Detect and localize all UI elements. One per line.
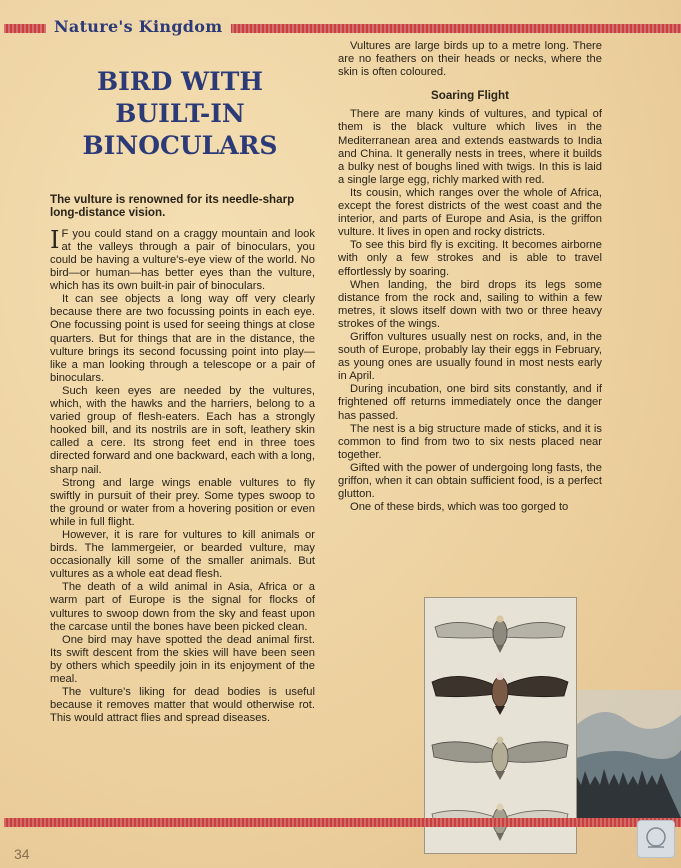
intro-paragraph: Vultures are large birds up to a metre long. There are no feathers on their heads or necks, where the skin is often coloured. [338, 40, 602, 79]
body-paragraph: One bird may have spotted the dead animal first. Its swift descent from the skies will have been seen by others which speedily join in its enjoyment of the meal. [50, 633, 315, 685]
right-column [338, 40, 602, 514]
vulture-flight-1 [435, 616, 565, 654]
first-paragraph [50, 225, 315, 293]
body-paragraph: One of these birds, which was too gorged to [350, 501, 569, 514]
section-title: Nature's Kingdom [46, 17, 231, 36]
vulture-illustration [424, 597, 577, 854]
subheading: Soaring Flight [431, 89, 509, 103]
footer-band [4, 818, 681, 827]
headline-line-1: BIRD WITH [97, 67, 263, 96]
vulture-flight-2 [432, 672, 568, 715]
vulture-flight-3 [432, 737, 568, 781]
headline-line-3: BINOCULARS [82, 131, 278, 160]
body-paragraph: When landing, the bird drops its legs some distance from the rock and, sailing to within a few metres, it slows itself down with two or three heavy strokes of the wings. [338, 278, 602, 330]
body-paragraph: Griffon vultures usually nest on rocks, and, in the south of Europe, probably lay their eggs in February, as young ones are usually found in most nests early in April. [338, 330, 602, 383]
headline-line-2: BUILT-IN [115, 99, 245, 128]
page-number: 34 [14, 846, 30, 862]
body-paragraph: Gifted with the power of undergoing long fasts, the griffon, when it can obtain sufficient food, is a perfect glutton. [338, 461, 602, 501]
body-paragraph: The vulture's liking for dead bodies is useful because it removes matter that would otherwise rot. This would attract flies and spread diseases. [50, 686, 315, 725]
left-column [50, 193, 315, 725]
drop-cap: I [50, 225, 60, 254]
lead-paragraph: The vulture is renowned for its needle-sharp long-distance vision. [50, 193, 295, 220]
body-paragraph: Such keen eyes are needed by the vultures, which, with the hawks and the harriers, belong to a varied group of flesh-eaters. Each has a strongly hooked bill, and its nostrils are in soft, leathery skin called a cere. Its strong feet end in three toes directed forward and one backward, each with a long, sharp nail. [50, 384, 315, 476]
body-paragraph: The nest is a big structure made of sticks, and it is common to find from two to six nests placed near together. [338, 422, 602, 461]
body-paragraph: The death of a wild animal in Asia, Africa or a warm part of Europe is the signal for flocks of vultures to swoop down from the sky and feast upon the carcase until the bones have been picked clean. [50, 581, 315, 633]
body-paragraph: It can see objects a long way off very clearly because there are two focussing points in each eye. One focussing point is used for seeing things at close quarters. But for things that are in the distance, the vulture brings its second focussing point into play—like a man looking through a telescope or a pair of binoculars. [50, 293, 315, 384]
library-stamp-icon [637, 820, 675, 858]
body-paragraph: However, it is rare for vultures to kill animals or birds. The lammergeier, or bearded vulture, may occasionally kill some of the smaller animals. But vultures as a whole eat dead flesh. [50, 528, 315, 581]
body-paragraph: During incubation, one bird sits constantly, and if frightened off returns immediately once the danger has passed. [338, 383, 602, 422]
body-paragraph: There are many kinds of vultures, and typical of them is the black vulture which lives in the Mediterranean area and extends eastwards to India and China. It generally nests in trees, where it builds a bulky nest of boughs lined with twigs. In this is laid a single large egg, richly marked with red. [338, 108, 602, 186]
body-paragraph: To see this bird fly is exciting. It becomes airborne with only a few strokes and is able to travel effortlessly by soaring. [338, 239, 602, 278]
first-paragraph-text: F you could stand on a craggy mountain and look at the valleys through a pair of binoculars, you could be having a vulture's-eye view of the world. No bird—or human—has better eyes than the vulture, which has its own built-in pair of binoculars. [50, 227, 315, 293]
landscape-scene [571, 690, 681, 818]
body-paragraph: Strong and large wings enable vultures to fly swiftly in pursuit of their prey. Some types swoop to the ground or water from a hovering position or even while in full flight. [50, 476, 315, 528]
headline [60, 66, 300, 162]
body-paragraph: Its cousin, which ranges over the whole of Africa, except the forest districts of the west coast and the interior, and parts of Europe and Asia, is the griffon vulture. It lives in open and rocky districts. [338, 186, 602, 239]
